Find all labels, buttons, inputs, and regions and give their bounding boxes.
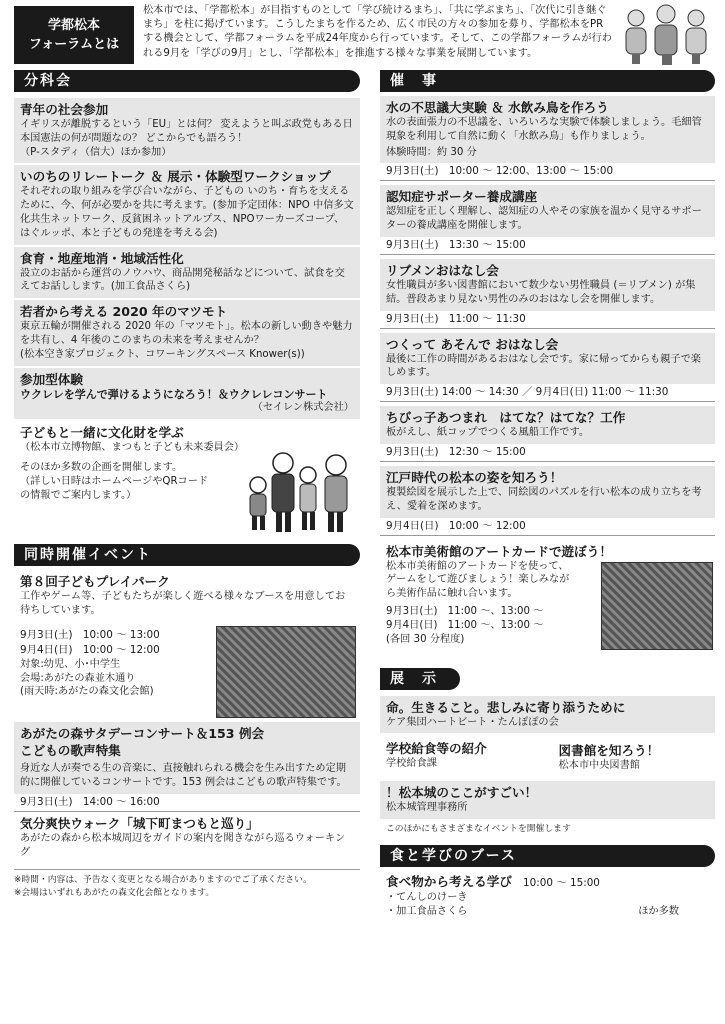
item-title: 食育・地産地消・地域活性化 [20,250,184,266]
item-title: 気分爽快ウォーク「城下町まつもと巡り」 [20,815,259,831]
intro-title-box [14,6,134,64]
right-column [380,70,715,923]
item-desc: イギリスが離脱するという「EU」とは何？ 変えようと叫ぶ政党もある日本国憲法の何が問題なの？ どこからでも語ろう！ [20,119,353,144]
item-title: 学校給食等の紹介 [386,741,487,757]
saiji-item [380,406,715,462]
item-time: 9月3日(土) 10:00 ～ 12:00、13:00 ～ 15:00 [380,163,715,181]
tenji-item [380,737,543,777]
item-org: 松本市中央図書館 [558,760,640,772]
section-header-doujikaisai: 同時開催イベント [14,544,360,566]
booth-item: ・てんしのけーき [386,892,468,904]
item-time: 9月3日(土) 11:00 ～ 11:30 [380,311,715,329]
item-desc: 女性職員が多い図書館において数少ない男性職員 (＝リブメン) が集結。普段あまり見ない男性のみのおはなし会を開催します。 [386,279,696,305]
item-org: 松本城管理事務所 [386,802,468,814]
artcard-photo [601,562,713,650]
doujikaisai-panel [14,570,360,899]
bunkakai-item [14,163,360,244]
item-title: 若者から考える 2020 年のマツモト [20,304,228,320]
booth-time: 10:00 ～ 15:00 [523,877,600,890]
item-org: ケア集団ハートビート・たんぽぽの会 [386,716,559,728]
event-concert [14,722,360,812]
tenji-note: このほかにもさまざまなイベントを開催します [386,823,571,834]
bunkakai-panel [14,98,360,536]
saiji-item-artcard [380,540,715,652]
bunkakai-item [14,298,360,365]
item-time: 9月3日(土) 14:00 ～ 14:30 ／ 9月4日(日) 11:00 ～ 11:30 [380,384,715,402]
item-time: 9月3日(土) 12:30 ～ 15:00 [380,444,715,462]
item-desc: 複製絵図を展示した上で、同絵図のパズルを行い松本の成り立ちを考え、愛着を深めます。 [386,486,702,512]
item-desc: 工作やゲーム等、子どもたちが楽しく遊べる様々なブースを用意してお待ちしています。 [20,591,346,616]
left-column [14,70,360,899]
tenji-item [553,737,716,777]
item-title: リブメンおはなし会 [386,262,499,278]
event-walk [14,812,360,864]
booth-item: ・加工食品さくら [386,906,468,918]
saiji-item [380,259,715,329]
bunkakai-item [14,245,360,299]
item-title-2: こどもの歌声特集 [20,743,121,759]
item-title: 青年の社会参加 [20,102,109,117]
item-desc: 松本市美術館のアートカードを使って、ゲームをして遊びましょう！楽しみながら美術作品に触れ合います。 [386,560,570,600]
item-desc-3: の情報でご案内します。） [20,489,137,501]
event-target: 対象:幼児、小･中学生 [20,658,121,670]
family-illustration [238,445,358,535]
saiji-item [380,185,715,255]
item-title: 松本市美術館のアートカードで遊ぼう！ [386,543,612,559]
event-time-2: 9月4日(日) 10:00 ～ 12:00 [20,643,160,656]
booth-panel [380,867,715,923]
bunkakai-item [14,366,360,420]
item-desc: 板がえし、紙コップでつくる風船工作です。 [386,427,590,439]
saiji-item [380,333,715,403]
intro-text: 松本市では、「学都松本」が目指すものとして「学び続けるまち」、「共に学ぶまち」、「次代に引き継ぐまち」を柱に掲げています。こうしたまちを作るため、広く市民の方々の参加を募り、学都松本をPRする機会として、学都フォーラムを平成24年度から行っています。そして、この学都フォーラムが行われる9月を「学びの9月」とし、「学都松本」を推進する様々な事業を展開しています。 [143,5,612,59]
item-desc: 最後に工作の時間があるおはなし会です。家に帰ってからも親子で楽しめます。 [386,353,701,379]
item-title: いのちのリレートーク ＆ 展示・体験型ワークショップ [20,169,331,185]
section-header-booth: 食と学びのブース [380,845,715,867]
item-title: 江戸時代の松本の姿を知ろう！ [386,469,563,485]
saiji-item [380,466,715,536]
note-2: ※会場はいずれもあがたの森文化会館となります。 [14,887,215,898]
event-playpark [14,570,360,718]
item-org: （セイレン株式会社） [252,402,354,414]
item-desc: 東京五輪が開催される 2020 年の「マツモト」。松本の新しい動きや魅力を共有し、4 年後のこのまちの未来を考えませんか？ [20,321,353,346]
booth-title: 食べ物から考える学び [386,874,512,890]
item-desc: あがたの森から松本城周辺をガイドの案内を聞きながら巡るウォーキング [20,832,346,858]
item-desc: 身近な人が奏でる生の音楽に、直接触れられる機会を生み出すため定期的に開催しているコンサートです。153 例会はこどもの歌声特集です。 [20,763,347,788]
intro-title-line2: フォーラムとは [28,37,120,52]
section-header-tenji: 展 示 [380,668,460,690]
item-desc-2: （詳しい日時はホームページやQRコード [20,475,209,487]
item-desc: 設立のお話から運営のノウハウ、商品開発秘話などについて、試食を交えてお話しします。(加工食品さくら) [20,267,345,293]
tenji-panel [380,696,715,840]
item-title: つくって あそんで おはなし会 [386,336,559,352]
bunkakai-item [14,419,360,536]
item-title: ちびっ子あつまれ はてな？はてな？工作 [386,410,626,426]
item-time-1: 9月3日(土) 11:00 ～、13:00 ～ [386,605,544,617]
tenji-item [380,696,715,734]
item-title: 第８回子どもプレイパーク [20,574,170,590]
item-org: (松本空き家プロジェクト、コワーキングスペース Knower(s)) [20,348,305,360]
event-rain: (雨天時:あがたの森文化会館) [20,686,154,698]
item-org: （P-スタディ（信大）ほか参加） [20,146,172,158]
item-desc: そのほか多数の企画を開催します。 [20,461,183,473]
event-venue: 会場:あがたの森並木通り [20,672,136,684]
bunkakai-item [14,98,360,163]
tenji-item [380,781,715,819]
booth-more: ほか多数 [638,906,679,918]
item-extra: 体験時間：約 30 分 [386,146,477,158]
item-title: あがたの森サタデーコンサート＆153 例会 [20,726,265,742]
item-title: 図書館を知ろう！ [558,743,660,759]
item-time-2: 9月4日(日) 11:00 ～、13:00 ～ [386,619,544,631]
people-illustration [618,4,718,66]
item-title: ！松本城のここがすごい！ [386,785,538,801]
event-time: 9月3日(土) 14:00 ～ 16:00 [14,794,360,812]
intro-title-line1: 学都松本 [47,18,100,33]
note-1: ※時間・内容は、予告なく変更となる場合がありますのでご了承ください。 [14,875,312,886]
item-desc: 認知症を正しく理解し、認知症の人やその家族を温かく見守るサポーターの養成講座を開催します。 [386,206,702,232]
playpark-photo [216,626,356,718]
item-title: 子どもと一緒に文化財を学ぶ [20,425,184,441]
event-time-1: 9月3日(土) 10:00 ～ 13:00 [20,628,160,641]
item-desc: それぞれの取り組みを学び合いながら、子どもの いのち・育ちを支えるために、今、何が必要かを共に考えます。(参加予定団体：NPO 中信多文化共生ネットワーク、反貧困ネットアルプス、NPOワーカーズコープ、はぐルッポ、本と子どもの発達を考える会) [20,186,354,239]
item-org: 学校給食課 [386,758,437,770]
saiji-panel [380,96,715,652]
item-subtitle: ウクレレを学んで弾けるようになろう！＆ウクレレコンサート [20,387,328,401]
item-title: 認知症サポーター養成講座 [386,189,538,205]
section-header-bunkakai: 分科会 [14,70,360,92]
item-org: （松本市立博物館、まつもと子ども未来委員会） [20,442,245,454]
section-header-saiji: 催 事 [380,70,715,92]
item-title: 水の不思議大実験 ＆ 水飲み鳥を作ろう [386,100,609,115]
item-time-3: (各回 30 分程度) [386,633,465,645]
item-time: 9月3日(土) 13:30 ～ 15:00 [380,237,715,255]
item-desc: 水の表面張力の不思議を、いろいろな実験で体験しましょう。毛細管現象を利用して自然に動く「水飲み鳥」も作りましょう。 [386,117,702,142]
item-time: 9月4日(日) 10:00 ～ 12:00 [380,518,715,536]
saiji-item [380,96,715,181]
item-title: 参加型体験 [20,371,83,387]
item-title: 命。生きること。悲しみに寄り添うために [386,699,626,715]
